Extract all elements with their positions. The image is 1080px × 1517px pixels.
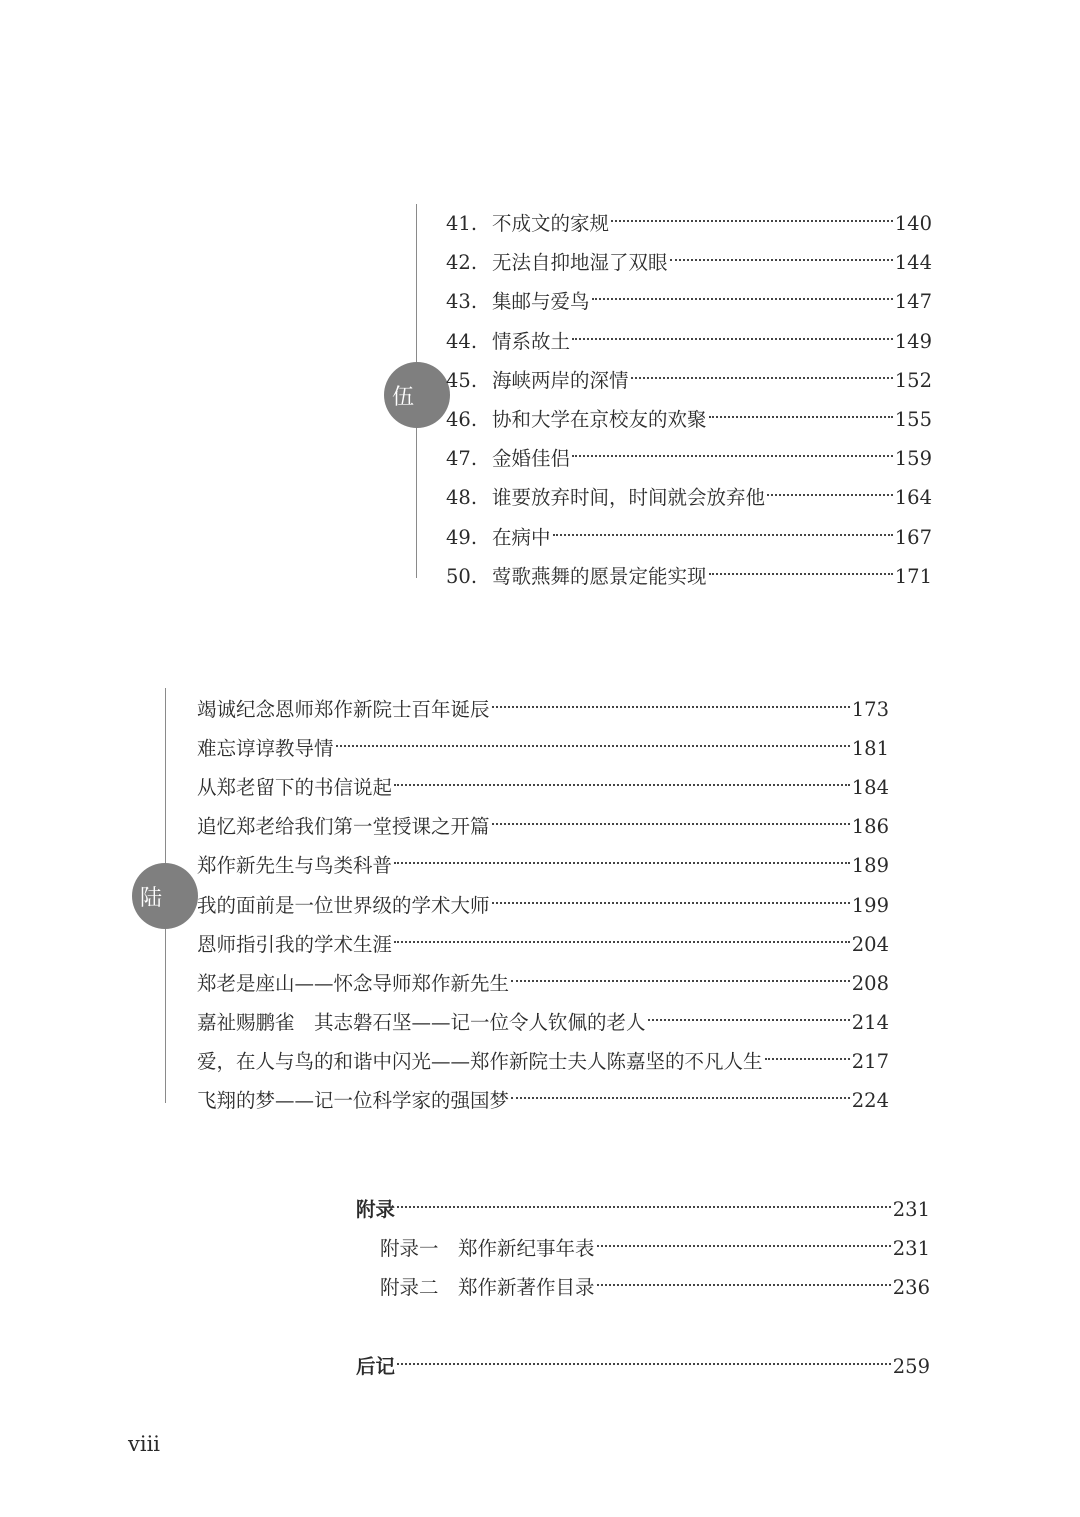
- toc-entry[interactable]: [197, 882, 889, 917]
- toc-entry-title: 嘉祉赐鹏雀 其志磐石坚——记一位令人钦佩的老人: [197, 1010, 646, 1034]
- leader-dots: [511, 1077, 850, 1107]
- toc-entry-title: 郑作新先生与鸟类科普: [197, 854, 393, 878]
- afterword-title: 后记: [356, 1355, 396, 1378]
- section6-badge-label: 陆: [140, 885, 163, 911]
- leader-dots: [631, 357, 893, 387]
- appendix-item-page: 236: [892, 1276, 930, 1299]
- leader-dots: [397, 1343, 891, 1373]
- toc-entry[interactable]: [197, 686, 889, 721]
- appendix-entry[interactable]: [356, 1186, 930, 1221]
- toc-entry-title: 从郑老留下的书信说起: [197, 776, 393, 800]
- toc-entry-page: 167: [894, 525, 932, 549]
- toc-entry[interactable]: [197, 999, 889, 1034]
- toc-entry-number: 50.: [446, 564, 478, 588]
- leader-dots: [611, 200, 893, 230]
- toc-entry[interactable]: [446, 318, 932, 353]
- toc-entry-number: 47.: [446, 447, 478, 471]
- toc-entry-page: 147: [894, 290, 932, 314]
- toc-entry-title: 金婚佳侣: [492, 447, 571, 471]
- leader-dots: [397, 1186, 891, 1216]
- toc-entry-page: 155: [894, 408, 932, 431]
- toc-entry-page: 140: [894, 212, 932, 235]
- leader-dots: [597, 1225, 891, 1255]
- toc-entry[interactable]: [446, 357, 932, 392]
- toc-entry[interactable]: [197, 1077, 889, 1112]
- appendix-item-title: 附录一 郑作新纪事年表: [380, 1237, 595, 1260]
- toc-entry-number: 48.: [446, 486, 478, 510]
- toc-entry-page: 208: [851, 971, 889, 995]
- toc-entry-title: 恩师指引我的学术生涯: [197, 932, 393, 956]
- toc-entry-page: 217: [851, 1049, 889, 1073]
- toc-entry-number: 49.: [446, 525, 478, 549]
- leader-dots: [492, 686, 850, 716]
- leader-dots: [492, 882, 850, 912]
- toc-entry-page: 152: [894, 368, 932, 392]
- toc-entry-page: 149: [894, 329, 932, 353]
- toc-entry-page: 224: [851, 1089, 889, 1112]
- leader-dots: [553, 514, 893, 544]
- toc-entry[interactable]: [197, 960, 889, 995]
- page-number: viii: [128, 1432, 161, 1456]
- toc-entry-title: 难忘谆谆教导情: [197, 737, 334, 761]
- toc-entry[interactable]: [197, 921, 889, 956]
- toc-entry[interactable]: [446, 514, 932, 549]
- toc-entry-page: 186: [851, 815, 889, 839]
- leader-dots: [648, 999, 850, 1029]
- toc-entry[interactable]: [197, 725, 889, 761]
- leader-dots: [511, 960, 850, 990]
- toc-entry-number: 44.: [446, 329, 478, 353]
- toc-entry-number: 45.: [446, 368, 478, 392]
- toc-entry[interactable]: [446, 239, 932, 275]
- toc-entry-title: 莺歌燕舞的愿景定能实现: [492, 564, 707, 588]
- afterword-entry[interactable]: [356, 1343, 930, 1378]
- toc-entry-page: 164: [894, 486, 932, 510]
- leader-dots: [767, 474, 893, 504]
- toc-entry-page: 214: [851, 1010, 889, 1034]
- toc-entry[interactable]: [446, 396, 932, 431]
- toc-entry-page: 144: [894, 251, 932, 275]
- leader-dots: [709, 553, 893, 583]
- toc-entry[interactable]: [446, 200, 932, 235]
- toc-entry-number: 41.: [446, 212, 478, 235]
- appendix-item-page: 231: [892, 1237, 930, 1260]
- toc-entry-title: 我的面前是一位世界级的学术大师: [197, 893, 490, 917]
- toc-entry-title: 协和大学在京校友的欢聚: [492, 408, 707, 431]
- leader-dots: [492, 803, 850, 833]
- section5-badge: [384, 362, 450, 428]
- leader-dots: [709, 396, 893, 426]
- toc-entry-page: 159: [894, 447, 932, 471]
- toc-entry-title: 海峡两岸的深情: [492, 368, 629, 392]
- toc-entry-title: 谁要放弃时间，时间就会放弃他: [492, 486, 766, 510]
- toc-entry-page: 181: [851, 737, 889, 761]
- toc-entry-page: 184: [851, 776, 889, 800]
- leader-dots: [572, 435, 893, 465]
- toc-entry-title: 无法自抑地湿了双眼: [492, 251, 668, 275]
- toc-entry-page: 171: [894, 564, 932, 588]
- leader-dots: [597, 1264, 891, 1294]
- toc-entry-page: 204: [851, 932, 889, 956]
- afterword-page: 259: [892, 1355, 930, 1378]
- toc-entry[interactable]: [446, 278, 932, 314]
- leader-dots: [592, 278, 893, 308]
- leader-dots: [394, 764, 850, 794]
- toc-entry-number: 43.: [446, 290, 478, 314]
- toc-entry-title: 在病中: [492, 525, 551, 549]
- toc-entry[interactable]: [197, 764, 889, 800]
- leader-dots: [765, 1038, 850, 1068]
- toc-entry[interactable]: [197, 842, 889, 878]
- appendix-item-1[interactable]: [380, 1225, 930, 1260]
- leader-dots: [670, 239, 893, 269]
- toc-entry-number: 46.: [446, 408, 478, 431]
- toc-entry-number: 42.: [446, 251, 478, 275]
- leader-dots: [336, 725, 850, 755]
- toc-entry-page: 189: [851, 854, 889, 878]
- toc-entry-title: 集邮与爱鸟: [492, 290, 590, 314]
- toc-entry-title: 情系故土: [492, 329, 571, 353]
- leader-dots: [394, 921, 850, 951]
- leader-dots: [572, 318, 893, 348]
- toc-entry[interactable]: [446, 474, 932, 510]
- appendix-item-2[interactable]: [380, 1264, 930, 1299]
- toc-entry-page: 173: [851, 698, 889, 721]
- toc-entry[interactable]: [446, 435, 932, 471]
- toc-entry-title: 不成文的家规: [492, 212, 610, 235]
- leader-dots: [394, 842, 850, 872]
- section6-badge: [132, 863, 198, 929]
- toc-entry[interactable]: [197, 803, 889, 839]
- appendix-title: 附录: [356, 1198, 396, 1221]
- toc-entry[interactable]: [446, 553, 932, 588]
- toc-entry-page: 199: [851, 893, 889, 917]
- toc-entry[interactable]: [197, 1038, 889, 1073]
- toc-entry-title: 飞翔的梦——记一位科学家的强国梦: [197, 1089, 510, 1112]
- appendix-page: 231: [892, 1198, 930, 1221]
- toc-entry-title: 郑老是座山——怀念导师郑作新先生: [197, 971, 510, 995]
- toc-entry-title: 爱，在人与鸟的和谐中闪光——郑作新院士夫人陈嘉坚的不凡人生: [197, 1049, 763, 1073]
- section5-badge-label: 伍: [392, 384, 415, 410]
- appendix-item-title: 附录二 郑作新著作目录: [380, 1276, 595, 1299]
- toc-entry-title: 竭诚纪念恩师郑作新院士百年诞辰: [197, 698, 490, 721]
- toc-entry-title: 追忆郑老给我们第一堂授课之开篇: [197, 815, 490, 839]
